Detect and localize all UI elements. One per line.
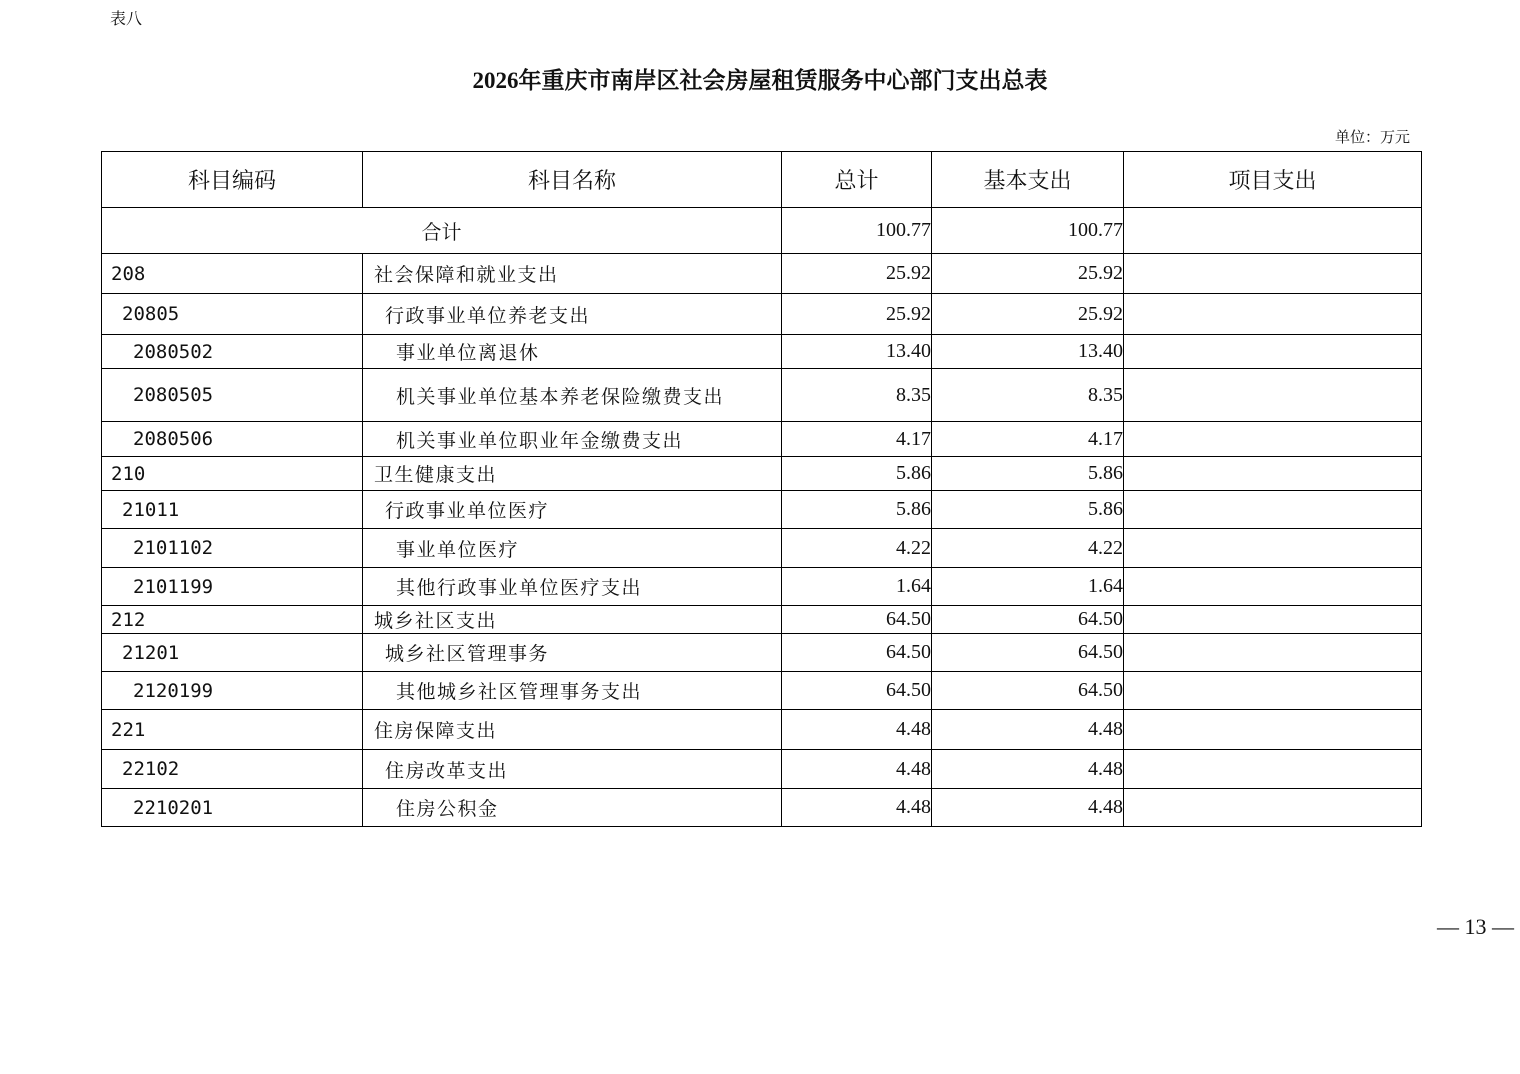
basic-cell: 4.48 <box>932 710 1124 750</box>
project-cell <box>1124 457 1422 491</box>
basic-cell: 13.40 <box>932 335 1124 369</box>
subject-name: 行政事业单位养老支出 <box>363 294 782 335</box>
total-cell: 64.50 <box>782 606 932 634</box>
subject-name: 机关事业单位基本养老保险缴费支出 <box>363 369 782 422</box>
project-cell <box>1124 634 1422 672</box>
basic-cell: 8.35 <box>932 369 1124 422</box>
table-row <box>102 750 1422 789</box>
table-row <box>102 294 1422 335</box>
basic-cell: 64.50 <box>932 606 1124 634</box>
basic-cell: 4.22 <box>932 529 1124 568</box>
subject-name: 行政事业单位医疗 <box>363 491 782 529</box>
table-row <box>102 568 1422 606</box>
table-row <box>102 491 1422 529</box>
total-cell: 4.48 <box>782 789 932 827</box>
total-value: 100.77 <box>782 208 932 254</box>
table-row <box>102 254 1422 294</box>
total-cell: 64.50 <box>782 634 932 672</box>
subject-code: 21011 <box>102 491 363 529</box>
table-row <box>102 710 1422 750</box>
basic-cell: 5.86 <box>932 491 1124 529</box>
total-cell: 13.40 <box>782 335 932 369</box>
project-cell <box>1124 254 1422 294</box>
total-cell: 1.64 <box>782 568 932 606</box>
subject-name: 社会保障和就业支出 <box>363 254 782 294</box>
table-row <box>102 672 1422 710</box>
total-cell: 4.22 <box>782 529 932 568</box>
page-number: — 13 — <box>1437 914 1514 939</box>
subject-code: 210 <box>102 457 363 491</box>
subject-name: 其他行政事业单位医疗支出 <box>363 568 782 606</box>
total-cell: 4.48 <box>782 710 932 750</box>
subject-code: 21201 <box>102 634 363 672</box>
project-cell <box>1124 606 1422 634</box>
subject-name: 事业单位离退休 <box>363 335 782 369</box>
total-cell: 25.92 <box>782 254 932 294</box>
project-cell <box>1124 672 1422 710</box>
project-cell <box>1124 294 1422 335</box>
total-cell: 4.17 <box>782 422 932 457</box>
expenditure-table <box>101 151 1422 827</box>
table-row <box>102 422 1422 457</box>
subject-name: 住房公积金 <box>363 789 782 827</box>
total-cell: 5.86 <box>782 491 932 529</box>
table-header-row <box>102 152 1422 208</box>
subject-code: 2101199 <box>102 568 363 606</box>
column-header-code: 科目编码 <box>102 152 363 208</box>
subject-code: 22102 <box>102 750 363 789</box>
subject-code: 212 <box>102 606 363 634</box>
project-cell <box>1124 710 1422 750</box>
subject-name: 住房改革支出 <box>363 750 782 789</box>
basic-cell: 4.48 <box>932 750 1124 789</box>
subject-name: 城乡社区管理事务 <box>363 634 782 672</box>
project-cell <box>1124 568 1422 606</box>
basic-cell: 4.48 <box>932 789 1124 827</box>
subject-code: 2080506 <box>102 422 363 457</box>
total-basic-value: 100.77 <box>932 208 1124 254</box>
subject-code: 2101102 <box>102 529 363 568</box>
basic-cell: 64.50 <box>932 672 1124 710</box>
column-header-name: 科目名称 <box>363 152 782 208</box>
basic-cell: 5.86 <box>932 457 1124 491</box>
subject-name: 住房保障支出 <box>363 710 782 750</box>
table-row <box>102 634 1422 672</box>
subject-code: 20805 <box>102 294 363 335</box>
table-row <box>102 369 1422 422</box>
subject-code: 2120199 <box>102 672 363 710</box>
column-header-total: 总计 <box>782 152 932 208</box>
basic-cell: 64.50 <box>932 634 1124 672</box>
total-cell: 4.48 <box>782 750 932 789</box>
project-cell <box>1124 529 1422 568</box>
project-cell <box>1124 789 1422 827</box>
table-row <box>102 529 1422 568</box>
table-label: 表八 <box>110 9 143 28</box>
project-cell <box>1124 491 1422 529</box>
subject-code: 221 <box>102 710 363 750</box>
table-row <box>102 789 1422 827</box>
total-project-value <box>1124 208 1422 254</box>
table-row <box>102 335 1422 369</box>
page-title: 2026年重庆市南岸区社会房屋租赁服务中心部门支出总表 <box>472 68 1048 93</box>
basic-cell: 25.92 <box>932 294 1124 335</box>
subject-name: 机关事业单位职业年金缴费支出 <box>363 422 782 457</box>
subject-name: 城乡社区支出 <box>363 606 782 634</box>
table-row <box>102 606 1422 634</box>
basic-cell: 1.64 <box>932 568 1124 606</box>
subject-name: 事业单位医疗 <box>363 529 782 568</box>
subject-name: 其他城乡社区管理事务支出 <box>363 672 782 710</box>
basic-cell: 25.92 <box>932 254 1124 294</box>
column-header-project: 项目支出 <box>1124 152 1422 208</box>
column-header-basic: 基本支出 <box>932 152 1124 208</box>
project-cell <box>1124 750 1422 789</box>
basic-cell: 4.17 <box>932 422 1124 457</box>
total-cell: 64.50 <box>782 672 932 710</box>
total-cell: 8.35 <box>782 369 932 422</box>
subject-name: 卫生健康支出 <box>363 457 782 491</box>
unit-note: 单位：万元 <box>1334 128 1410 146</box>
table-row <box>102 457 1422 491</box>
project-cell <box>1124 422 1422 457</box>
project-cell <box>1124 335 1422 369</box>
total-row <box>102 208 1422 254</box>
total-cell: 5.86 <box>782 457 932 491</box>
subject-code: 208 <box>102 254 363 294</box>
total-cell: 25.92 <box>782 294 932 335</box>
subject-code: 2080505 <box>102 369 363 422</box>
total-label: 合计 <box>102 208 782 254</box>
subject-code: 2210201 <box>102 789 363 827</box>
subject-code: 2080502 <box>102 335 363 369</box>
project-cell <box>1124 369 1422 422</box>
